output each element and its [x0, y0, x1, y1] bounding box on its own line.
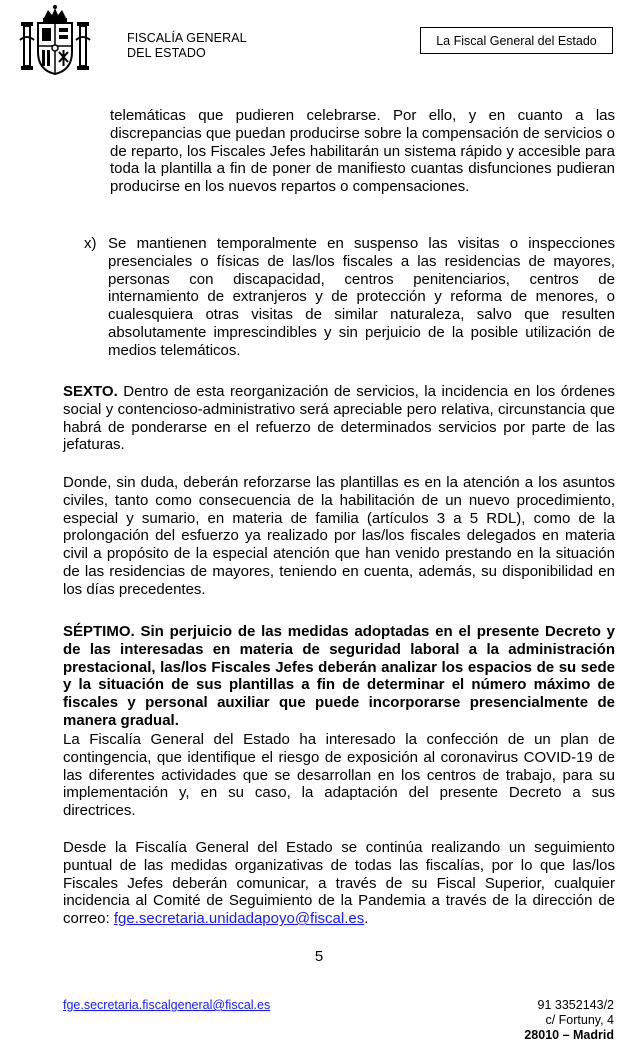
paragraph-desde-text: Desde la Fiscalía General del Estado se continúa realizando un seguimiento puntual de las medidas organizativas de todas las fiscalías, por lo que las/los Fiscales Jefes deberán comunicar, a través de su Fiscal Superior, cualquier incidencia al Comité de Seguimiento de la Pandemia a través de la dirección de correo: [63, 839, 615, 928]
footer-email-link[interactable]: fge.secretaria.fiscalgeneral@fiscal.es [63, 998, 271, 1012]
footer-city: 28010 – Madrid [524, 1028, 614, 1042]
section-label-septimo: SÉPTIMO. [63, 623, 135, 640]
paragraph-continued: telemáticas que pudieren celebrarse. Por ello, y en cuanto a las discrepancias que puedan producirse sobre la compensación de servicios o de reparto, los Fiscales Jefes habilitarán un sistema rápido y accesible para toda la plantilla a fin de poner de manifiesto cuantas disfunciones pudieran producirse en los nuevos repartos o compensaciones. [110, 107, 615, 196]
paragraph-desde [63, 839, 615, 928]
paragraph-septimo [63, 623, 615, 730]
footer-street: c/ Fortuny, 4 [545, 1013, 614, 1027]
list-item-x-text: Se mantienen temporalmente en suspenso las visitas o inspecciones presenciales o físicas de las/los fiscales a las residencias de mayores, personas con discapacidad, centros penitenciarios, centros de internamiento de extranjeros y de protección y reforma de menores, o cualesquiera otras visitas de similar naturaleza, salvo que resulten absolutamente imprescindibles y sin perjuicio de la posible utilización de medios telemáticos. [108, 235, 615, 359]
footer-address [524, 998, 614, 1043]
footer-phone: 91 3352143/2 [537, 998, 614, 1012]
coat-of-arms-icon [18, 4, 92, 78]
paragraph-donde: Donde, sin duda, deberán reforzarse las plantillas es en la atención a los asuntos civiles, tanto como consecuencia de la habilitación de un nuevo procedimiento, especial y sumario, en materia de familia (artículos 3 a 5 RDL), como de la prolongación del esfuerzo ya realizado por las/los fiscales delegados en materia civil a propósito de la especial atención que han venido prestando en la situación de las residencias de mayores, teniendo en cuenta, además, su disponibilidad en los días precedentes. [63, 474, 615, 598]
paragraph-desde-end: . [364, 910, 369, 928]
email-link-unidad-apoyo[interactable]: fge.secretaria.unidadapoyo@fiscal.es [113, 910, 365, 928]
page-number: 5 [314, 948, 324, 965]
organization-name [127, 31, 247, 61]
organization-name-line-2: DEL ESTADO [127, 46, 206, 60]
paragraph-septimo-text: Sin perjuicio de las medidas adoptadas en el presente Decreto y de las interesadas en materia de seguridad laboral a la administración prestacional, las/los Fiscales Jefes deberán analizar los espacios de su sede y la situación de sus plantillas a fin de determinar el número máximo de fiscales y personal auxiliar que puede incorporarse presencialmente de manera gradual. [63, 623, 615, 729]
organization-name-line-1: FISCALÍA GENERAL [127, 31, 247, 45]
paragraph-contingencia: La Fiscalía General del Estado ha interesado la confección de un plan de contingencia, que identifique el riesgo de exposición al coronavirus COVID-19 de las diferentes actividades que se desarrollan en los centros de trabajo, para su implementación y, en su caso, la adaptación del presente Decreto a sus directrices. [63, 731, 615, 820]
paragraph-sexto [63, 383, 615, 454]
paragraph-sexto-text: Dentro de esta reorganización de servicios, la incidencia en los órdenes social y contencioso-administrativo será apreciable pero relativa, circunstancia que habrá de ponderarse en el refuerzo de determinados servicios por parte de las jefaturas. [63, 383, 615, 454]
list-marker: x) [84, 235, 97, 252]
section-label-sexto: SEXTO. [63, 383, 118, 400]
list-item-x [84, 235, 615, 360]
signatory-box: La Fiscal General del Estado [420, 27, 613, 54]
